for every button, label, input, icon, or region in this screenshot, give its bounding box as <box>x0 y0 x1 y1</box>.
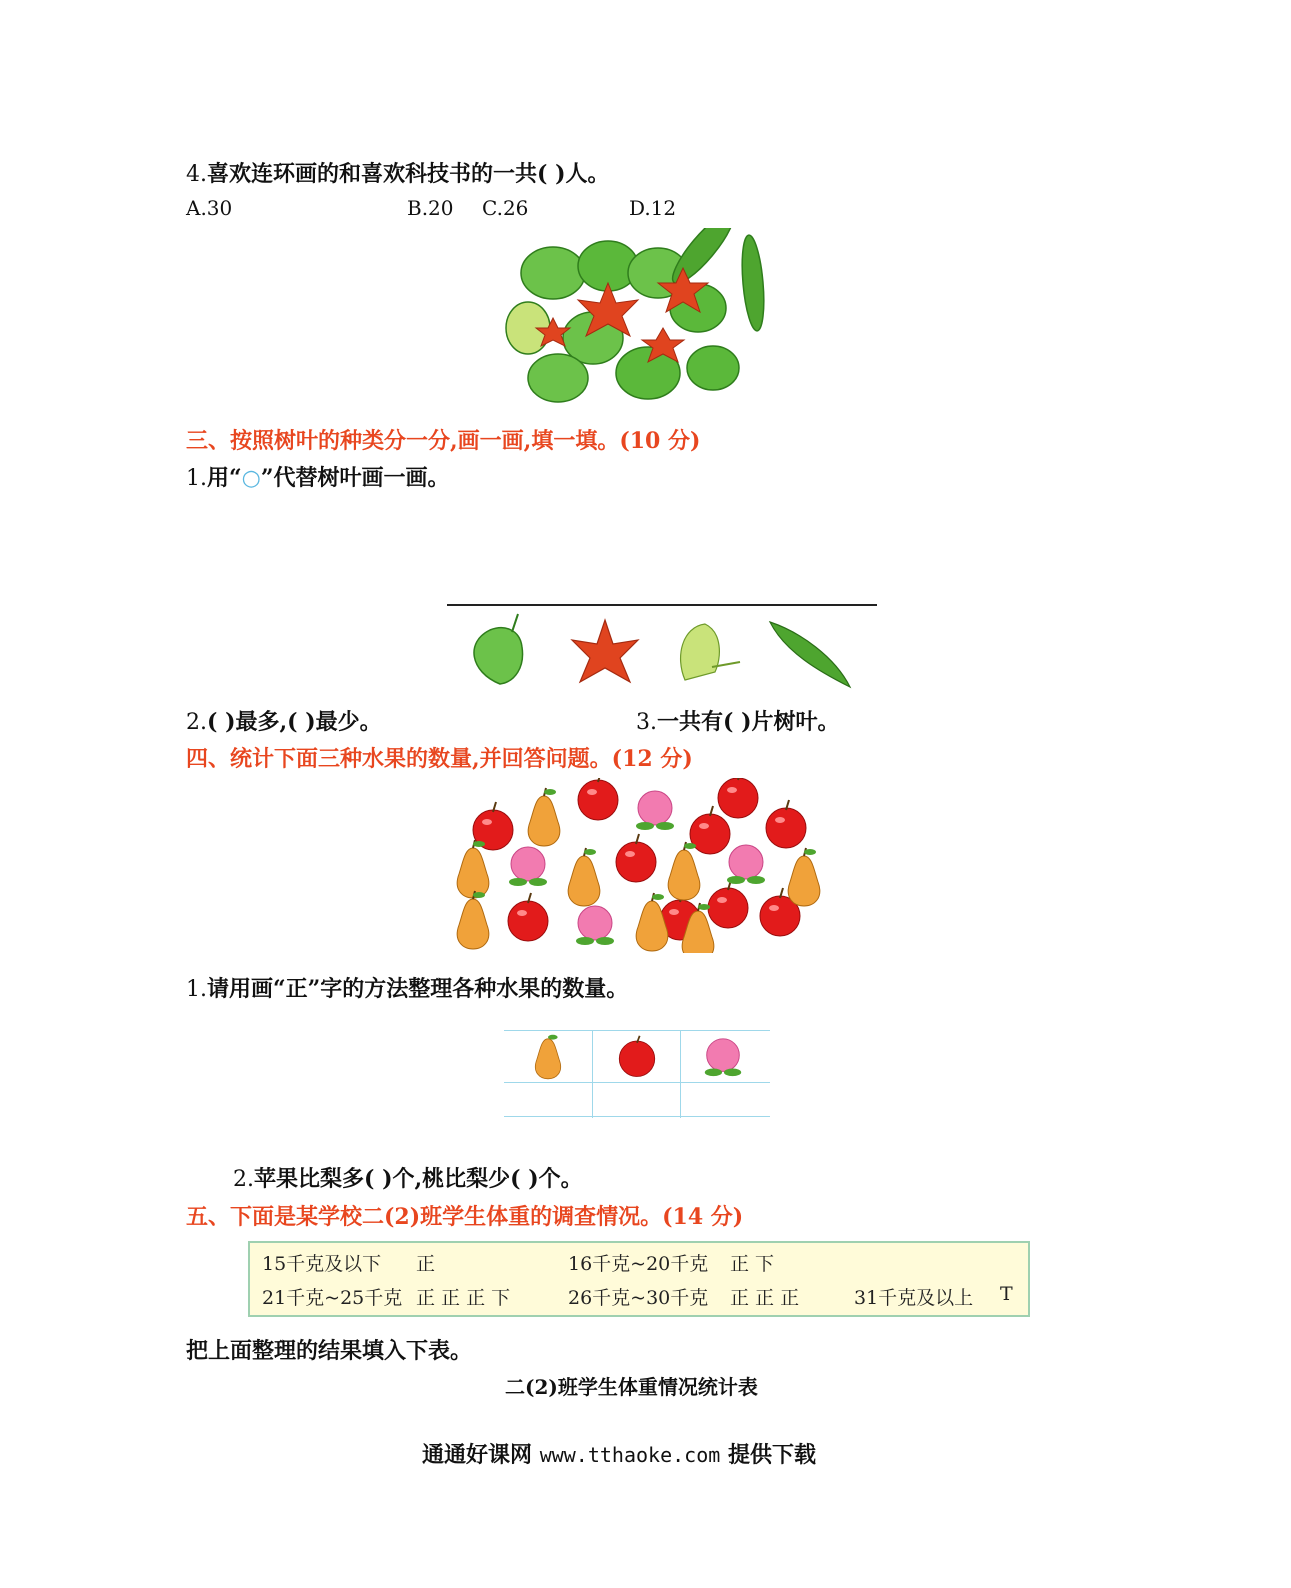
peach-icon <box>700 1034 746 1080</box>
tally-label: 16千克~20千克 <box>568 1253 709 1275</box>
question-number: 4. <box>186 162 207 187</box>
tally-marks: 正 <box>416 1253 436 1275</box>
apple-icon <box>614 1034 660 1080</box>
question-text: 喜欢连环画的和喜欢科技书的一共( )人。 <box>207 161 610 187</box>
tally-label: 26千克~30千克 <box>568 1287 709 1309</box>
tally-marks: T <box>1000 1283 1013 1305</box>
item-number: 1. <box>186 977 207 1002</box>
item-text-post: ”代替树叶画一画。 <box>260 465 450 491</box>
leaves-cluster-illustration <box>498 228 778 408</box>
option-d: D.12 <box>629 196 677 220</box>
item-number: 1. <box>186 466 207 491</box>
tally-label: 31千克及以上 <box>854 1287 974 1309</box>
weight-tally-box <box>248 1241 1030 1317</box>
section-3-item-2 <box>186 705 382 736</box>
option-b: B.20 <box>407 196 454 220</box>
item-text-pre: 用“ <box>207 465 242 491</box>
leaf-types-row <box>460 612 860 694</box>
maple-leaf-icon <box>572 620 638 682</box>
leaf-icon <box>506 228 767 402</box>
section-5-title: 五、下面是某学校二(2)班学生体重的调查情况。(14 分) <box>186 1204 744 1230</box>
fruits-illustration <box>448 778 828 953</box>
option-a: A.30 <box>186 196 233 220</box>
tally-marks: 正 下 <box>730 1253 775 1275</box>
tally-marks: 正 正 正 下 <box>416 1287 511 1309</box>
ginkgo-leaf-icon <box>681 624 740 680</box>
answer-baseline <box>447 604 877 606</box>
section-4-item-2 <box>233 1162 583 1193</box>
section-3-title: 三、按照树叶的种类分一分,画一画,填一填。(10 分) <box>186 428 701 454</box>
tally-marks: 正 正 正 <box>730 1287 800 1309</box>
option-c: C.26 <box>482 196 529 220</box>
section-4-item-1 <box>186 972 628 1003</box>
item-number: 2. <box>186 710 207 735</box>
willow-leaf-icon <box>770 622 850 687</box>
tally-label: 21千克~25千克 <box>262 1287 403 1309</box>
item-number: 2. <box>233 1167 254 1192</box>
pear-icon <box>524 1034 572 1082</box>
footer-suffix: 提供下载 <box>727 1442 816 1468</box>
item-text: 请用画“正”字的方法整理各种水果的数量。 <box>207 976 629 1002</box>
circle-icon: ○ <box>241 466 261 491</box>
footer-url[interactable]: www.tthaoke.com <box>539 1443 721 1467</box>
instruction: 把上面整理的结果填入下表。 <box>186 1338 473 1364</box>
item-text: 一共有( )片树叶。 <box>657 709 840 735</box>
footer-site: 通通好课网 <box>422 1442 533 1468</box>
section-4-title: 四、统计下面三种水果的数量,并回答问题。(12 分) <box>186 746 693 772</box>
section-3-item-1 <box>186 461 450 492</box>
poplar-leaf-icon <box>474 614 523 684</box>
footer <box>422 1438 816 1469</box>
item-number: 3. <box>636 710 657 735</box>
item-text: 苹果比梨多( )个,桃比梨少( )个。 <box>254 1166 583 1192</box>
tally-grid <box>504 1030 770 1120</box>
item-text: ( )最多,( )最少。 <box>207 709 382 735</box>
tally-label: 15千克及以下 <box>262 1253 382 1275</box>
question-4 <box>186 157 609 188</box>
table-title: 二(2)班学生体重情况统计表 <box>505 1375 758 1399</box>
section-3-item-3 <box>636 705 839 736</box>
